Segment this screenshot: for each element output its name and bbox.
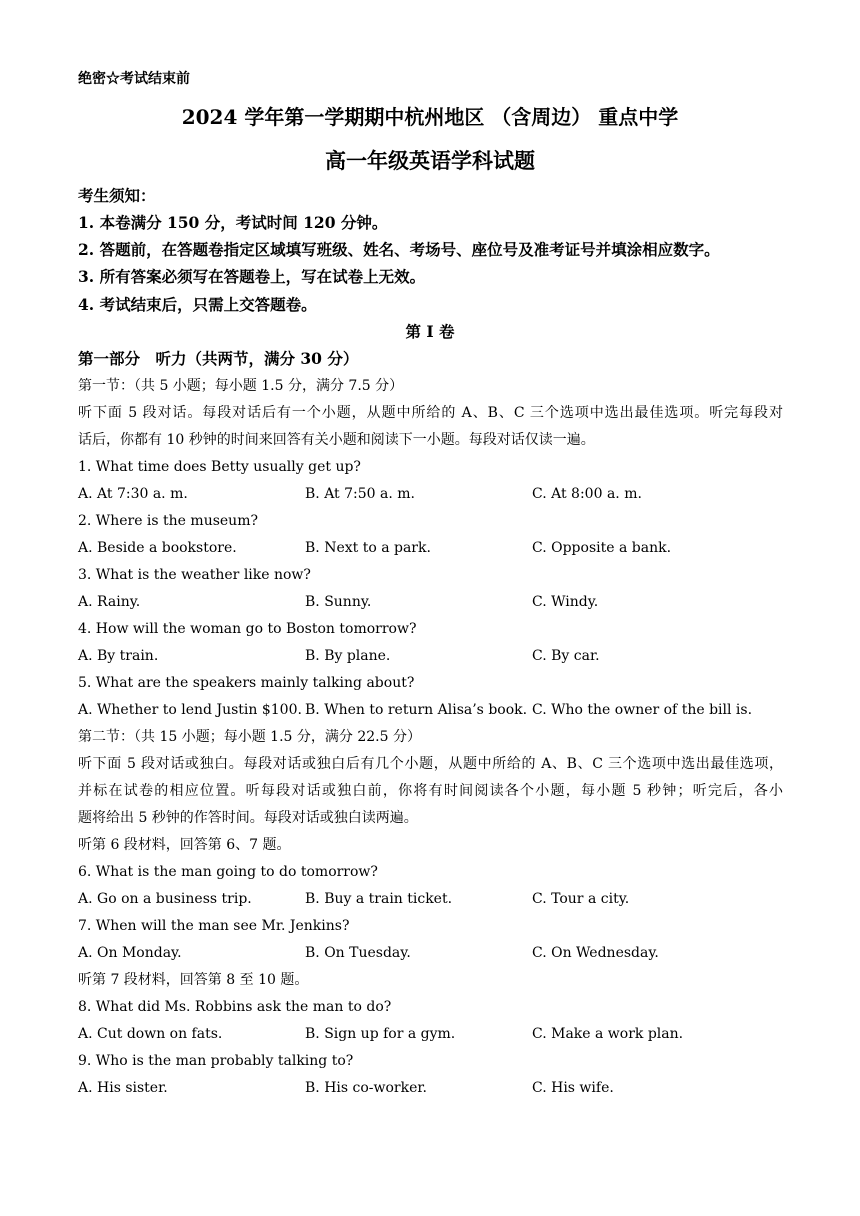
option-b: B. At 7:50 a. m. bbox=[305, 486, 415, 502]
section1-heading: 第一节：（共 5 小题；每小题 1.5 分，满分 7.5 分） bbox=[78, 378, 404, 394]
question-stem: 8. What did Ms. Robbins ask the man to do? bbox=[78, 999, 392, 1015]
exam-title: 2024 学年第一学期期中杭州地区 （含周边） 重点中学 bbox=[181, 105, 679, 129]
notice-item: 4. 考试结束后，只需上交答题卷。 bbox=[78, 295, 317, 314]
option-a: A. Rainy. bbox=[78, 594, 141, 610]
option-b: B. On Tuesday. bbox=[305, 945, 411, 961]
question-stem: 7. When will the man see Mr. Jenkins? bbox=[78, 918, 350, 934]
notice-item: 1. 本卷满分 150 分，考试时间 120 分钟。 bbox=[78, 213, 388, 232]
material-note: 听第 6 段材料，回答第 6、7 题。 bbox=[78, 837, 291, 853]
question-stem: 3. What is the weather like now? bbox=[78, 567, 311, 583]
option-b: B. Next to a park. bbox=[305, 540, 431, 556]
part1-heading: 第一部分 听力（共两节，满分 30 分） bbox=[78, 349, 359, 368]
option-c: C. On Wednesday. bbox=[532, 945, 659, 961]
notice-heading: 考生须知： bbox=[78, 186, 156, 205]
section2-instructions: 并标在试卷的相应位置。听每段对话或独白前，你将有时间阅读各个小题，每小题 5 秒钟；听完后，各小 bbox=[78, 783, 783, 799]
notice-item: 2. 答题前，在答题卷指定区域填写班级、姓名、考场号、座位号及准考证号并填涂相应数字。 bbox=[78, 240, 720, 259]
option-b: B. Buy a train ticket. bbox=[305, 891, 453, 907]
option-a: A. Cut down on fats. bbox=[78, 1026, 223, 1042]
option-a: A. His sister. bbox=[78, 1080, 168, 1096]
option-c: C. By car. bbox=[532, 648, 600, 664]
option-a: A. Beside a bookstore. bbox=[78, 540, 237, 556]
exam-subtitle: 高一年级英语学科试题 bbox=[325, 148, 535, 173]
option-b: B. Sign up for a gym. bbox=[305, 1026, 456, 1042]
option-c: C. Opposite a bank. bbox=[532, 540, 672, 556]
option-b: B. When to return Alisa’s book. bbox=[305, 702, 528, 718]
option-a: A. At 7:30 a. m. bbox=[78, 486, 188, 502]
material-note: 听第 7 段材料，回答第 8 至 10 题。 bbox=[78, 972, 309, 988]
secret-label: 绝密☆考试结束前 bbox=[78, 71, 190, 87]
option-c: C. At 8:00 a. m. bbox=[532, 486, 642, 502]
option-c: C. Tour a city. bbox=[532, 891, 630, 907]
question-stem: 9. Who is the man probably talking to? bbox=[78, 1053, 354, 1069]
option-b: B. Sunny. bbox=[305, 594, 372, 610]
section1-instructions: 听下面 5 段对话。每段对话后有一个小题，从题中所给的 A、B、C 三个选项中选出最佳选项。听完每段对 bbox=[78, 405, 783, 421]
option-b: B. His co-worker. bbox=[305, 1080, 427, 1096]
section2-instructions: 听下面 5 段对话或独白。每段对话或独白后有几个小题，从题中所给的 A、B、C 三个选项中选出最佳选项， bbox=[78, 756, 783, 772]
question-stem: 1. What time does Betty usually get up? bbox=[78, 459, 361, 475]
question-stem: 5. What are the speakers mainly talking about? bbox=[78, 675, 415, 691]
question-stem: 2. Where is the museum? bbox=[78, 513, 258, 529]
volume-heading: 第 I 卷 bbox=[405, 322, 455, 341]
option-a: A. Go on a business trip. bbox=[78, 891, 252, 907]
option-c: C. Windy. bbox=[532, 594, 599, 610]
option-a: A. On Monday. bbox=[78, 945, 182, 961]
section1-instructions: 话后，你都有 10 秒钟的时间来回答有关小题和阅读下一小题。每段对话仅读一遍。 bbox=[78, 432, 595, 448]
question-stem: 6. What is the man going to do tomorrow? bbox=[78, 864, 378, 880]
option-c: C. His wife. bbox=[532, 1080, 614, 1096]
option-a: A. By train. bbox=[78, 648, 159, 664]
option-a: A. Whether to lend Justin $100. bbox=[78, 702, 302, 718]
section2-heading: 第二节：（共 15 小题；每小题 1.5 分，满分 22.5 分） bbox=[78, 729, 421, 745]
notice-item: 3. 所有答案必须写在答题卷上，写在试卷上无效。 bbox=[78, 267, 426, 286]
question-stem: 4. How will the woman go to Boston tomorrow? bbox=[78, 621, 417, 637]
option-c: C. Who the owner of the bill is. bbox=[532, 702, 753, 718]
option-c: C. Make a work plan. bbox=[532, 1026, 684, 1042]
option-b: B. By plane. bbox=[305, 648, 391, 664]
section2-instructions: 题将给出 5 秒钟的作答时间。每段对话或独白读两遍。 bbox=[78, 810, 418, 826]
